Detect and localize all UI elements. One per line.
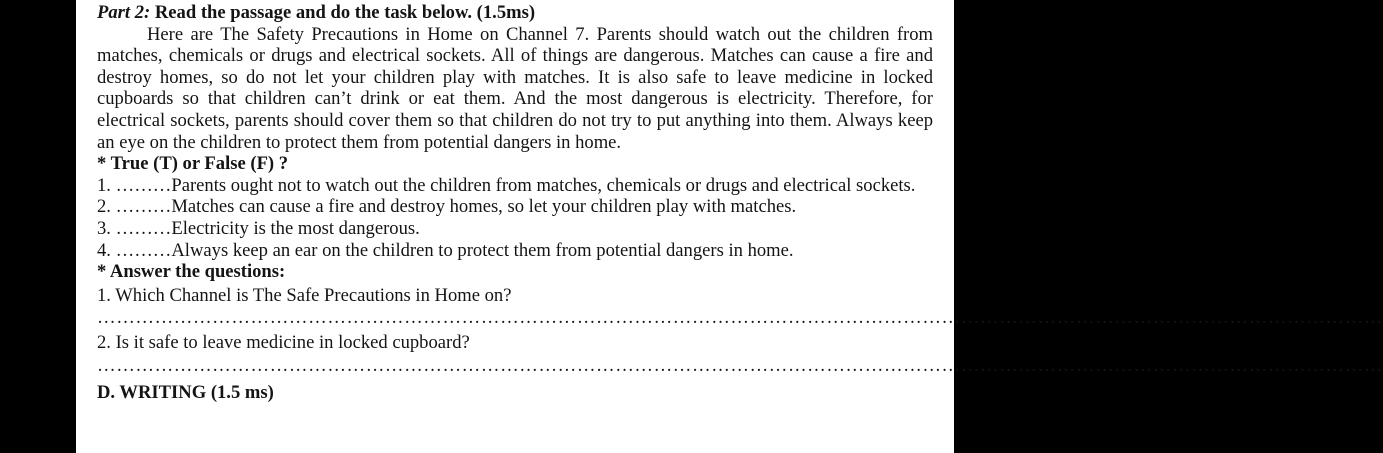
task-heading — [97, 2, 933, 24]
answer-questions-title: * Answer the questions: — [97, 261, 286, 283]
worksheet-page — [76, 0, 1383, 453]
question-2: 2. Is it safe to leave medicine in locked cupboard? — [97, 332, 470, 354]
question-1: 1. Which Channel is The Safe Precautions in Home on? — [97, 284, 512, 306]
true-false-item-4: 4. ………Always keep an ear on the children to protect them from potential dangers in home. — [97, 239, 794, 261]
answer-line-2[interactable]: ………………………………………………………………………………………………………………………………………………………………………………… — [97, 354, 1383, 376]
true-false-title: * True (T) or False (F) ? — [97, 153, 289, 175]
reading-passage: Here are The Safety Precautions in Home on Channel 7. Parents should watch out the children from matches, chemicals or drugs and electrical sockets. All of things are dangerous. Matches can cause a fire and destroy homes, so do not let your children play with matches. It is also safe to leave medicine in locked cupboards so that children can’t drink or eat them. And the most dangerous is electricity. Therefore, for electrical sockets, parents should cover them so that children do not try to put anything into them. Always keep an eye on the children to protect them from potential dangers in home. — [97, 23, 933, 153]
true-false-item-3: 3. ………Electricity is the most dangerous. — [97, 217, 420, 239]
answer-line-1[interactable]: ………………………………………………………………………………………………………………………………………………………………………………… — [97, 307, 1383, 329]
true-false-item-1: 1. ………Parents ought not to watch out the children from matches, chemicals or drugs and electrical sockets. — [97, 174, 916, 196]
document-body — [97, 2, 1383, 403]
task-instruction: Read the passage and do the task below. (1.5ms) — [154, 2, 536, 23]
next-section-heading-cut-off: D. WRITING (1.5 ms) — [97, 381, 274, 403]
part-label: Part 2: — [97, 2, 151, 23]
true-false-item-2: 2. ………Matches can cause a fire and destroy homes, so let your children play with matches. — [97, 196, 797, 218]
